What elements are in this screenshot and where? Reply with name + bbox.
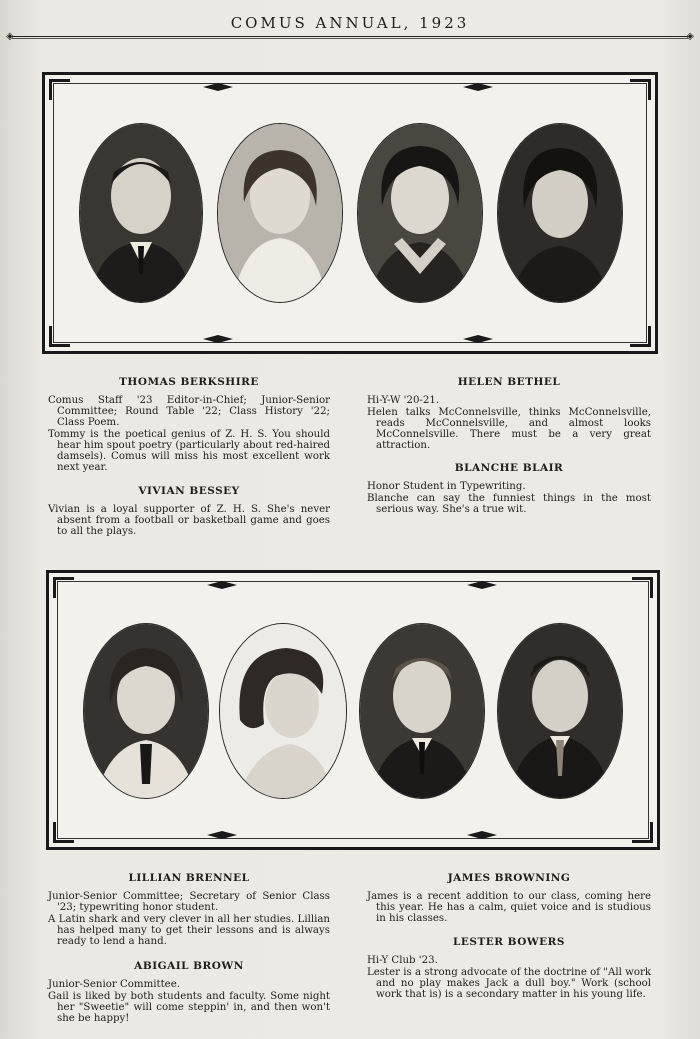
student-activities: Honor Student in Typewriting.: [367, 481, 526, 492]
student-name: JAMES BROWNING: [447, 872, 571, 884]
portrait-lillian-brennel: [83, 623, 209, 799]
corner-ornament-icon: [49, 79, 70, 100]
student-description: Gail is liked by both students and faculty. Some night her "Sweetie" will come steppin' in, and then won't she be happy!: [48, 991, 330, 1024]
portrait-thomas-berkshire: [79, 123, 203, 303]
diamond-ornament-icon: [467, 831, 497, 839]
corner-ornament-icon: [53, 577, 74, 598]
portrait-lester-bowers: [497, 623, 623, 799]
corner-ornament-icon: [49, 326, 70, 347]
diamond-ornament-icon: [467, 581, 497, 589]
student-activities: Comus Staff '23 Editor-in-Chief; Junior-Senior Committee; Round Table '22; Class History '22; Class Poem.: [48, 395, 330, 428]
diamond-ornament-icon: [463, 83, 493, 91]
student-description: Blanche can say the funniest things in the most serious way. She's a true wit.: [367, 493, 651, 515]
student-description: A Latin shark and very clever in all her studies. Lillian has helped many to get their lessons and is always ready to lend a hand.: [48, 914, 330, 947]
student-name: LESTER BOWERS: [453, 936, 565, 948]
diamond-ornament-icon: [207, 831, 237, 839]
student-name: VIVIAN BESSEY: [138, 485, 240, 497]
student-activities: Hi-Y Club '23.: [367, 955, 438, 966]
rule-ornament-left-icon: ◈: [6, 31, 14, 42]
corner-ornament-icon: [630, 79, 651, 100]
diamond-ornament-icon: [203, 335, 233, 343]
entry-lester-bowers: [367, 937, 651, 1001]
entry-abigail-brown: [48, 961, 330, 1025]
student-name: ABIGAIL BROWN: [134, 960, 244, 972]
student-description: James is a recent addition to our class, coming here this year. He has a calm, quiet voice and is studious in his classes.: [367, 891, 651, 924]
student-description: Helen talks McConnelsville, thinks McConnelsville, reads McConnelsville, and almost looks McConnelsville. There must be a very great attraction.: [367, 407, 651, 451]
student-activities: Junior-Senior Committee.: [48, 979, 180, 990]
student-name: LILLIAN BRENNEL: [128, 872, 250, 884]
header-rule: [12, 36, 688, 39]
portrait-abigail-brown: [219, 623, 347, 799]
entry-james-browning: [367, 873, 651, 925]
corner-ornament-icon: [53, 822, 74, 843]
portrait-helen-bethel: [357, 123, 483, 303]
entry-vivian-bessey: [48, 486, 330, 538]
diamond-ornament-icon: [463, 335, 493, 343]
student-description: Lester is a strong advocate of the doctrine of "All work and no play makes Jack a dull boy." Work (school work that is) is a secondary matter in his young life.: [367, 967, 651, 1000]
student-activities: Junior-Senior Committee; Secretary of Senior Class '23; typewriting honor student.: [48, 891, 330, 913]
student-name: BLANCHE BLAIR: [454, 462, 564, 474]
entry-blanche-blair: [367, 463, 651, 516]
student-name: THOMAS BERKSHIRE: [119, 376, 259, 388]
portrait-vivian-bessey: [217, 123, 343, 303]
photo-panel-bottom: [46, 570, 660, 850]
entry-helen-bethel: [367, 377, 651, 452]
photo-panel-top: [42, 72, 658, 354]
corner-ornament-icon: [630, 326, 651, 347]
corner-ornament-icon: [632, 577, 653, 598]
diamond-ornament-icon: [203, 83, 233, 91]
student-description: Tommy is the poetical genius of Z. H. S. You should hear him spout poetry (particularly about red-haired damsels). Comus will miss his most excellent work next year.: [48, 429, 330, 473]
entry-thomas-berkshire: [48, 377, 330, 474]
student-activities: Hi-Y-W '20-21.: [367, 395, 440, 406]
student-description: Vivian is a loyal supporter of Z. H. S. She's never absent from a football or basketball game and goes to all the plays.: [48, 504, 330, 537]
entry-lillian-brennel: [48, 873, 330, 948]
page-title: COMUS ANNUAL, 1923: [230, 14, 470, 32]
diamond-ornament-icon: [207, 581, 237, 589]
portrait-blanche-blair: [497, 123, 623, 303]
portrait-james-browning: [359, 623, 485, 799]
rule-ornament-right-icon: ◈: [686, 31, 694, 42]
corner-ornament-icon: [632, 822, 653, 843]
student-name: HELEN BETHEL: [457, 376, 561, 388]
